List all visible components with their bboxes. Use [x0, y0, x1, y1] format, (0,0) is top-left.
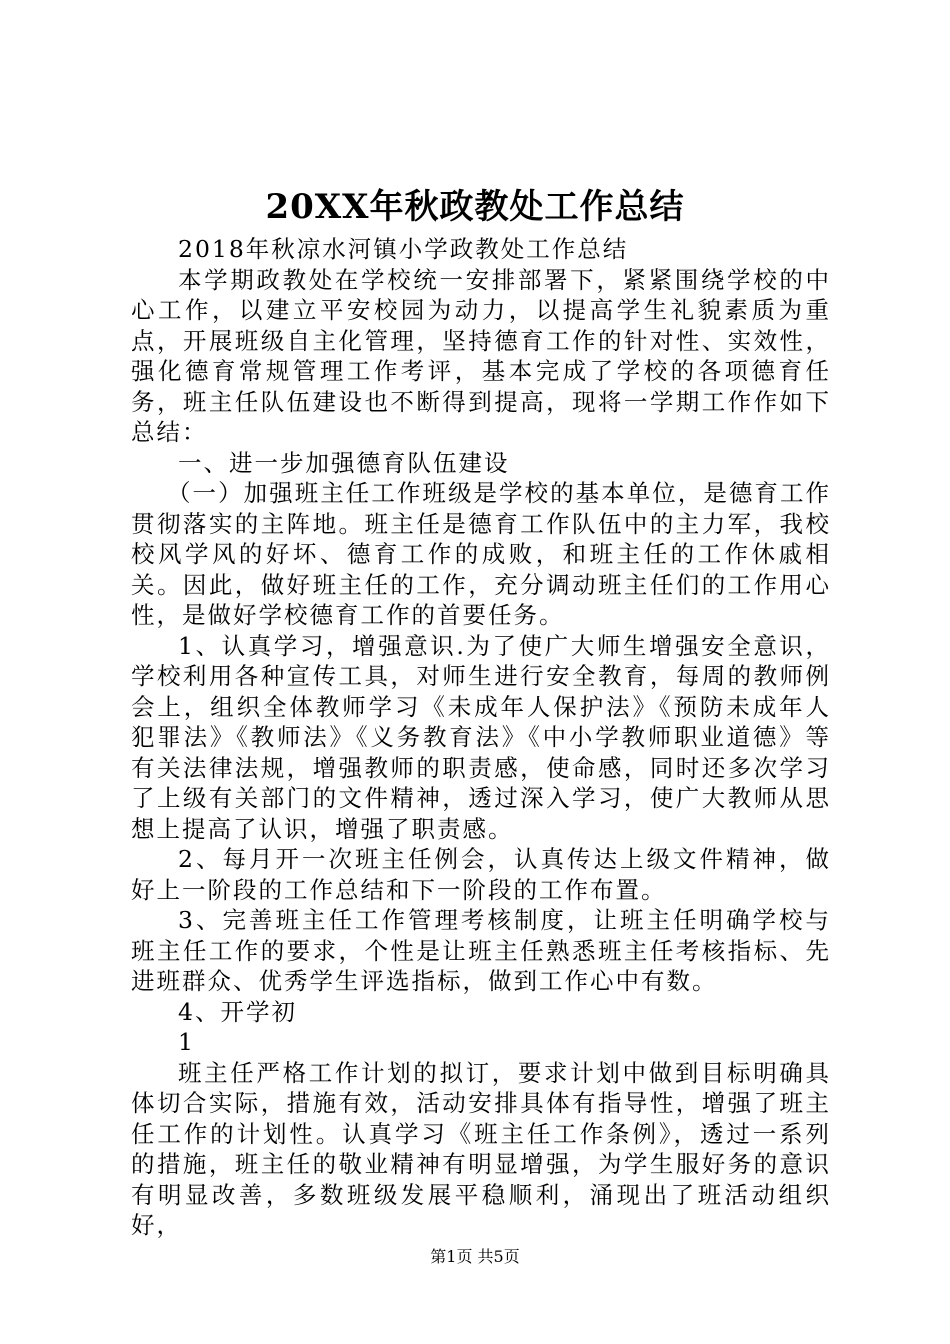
- page-footer: 第1页 共5页: [430, 1247, 520, 1266]
- document-body: [131, 234, 831, 1241]
- section-heading: 一、进一步加强德育队伍建设: [178, 448, 510, 477]
- item-paragraph-1: 1、认真学习，增强意识.为了使广大师生增强安全意识，学校利用各种宣传工具，对师生进行安全教育，每周的教师例会上，组织全体教师学习《未成年人保护法》《预防未成年人犯罪法》《教师法》《义务教育法》《中小学教师职业道德》等有关法律法规，增强教师的职责感，使命感，同时还多次学习了上级有关部门的文件精神，透过深入学习，使广大教师从思想上提高了认识，增强了职责感。: [131, 631, 831, 843]
- continuation-paragraph: 班主任严格工作计划的拟订，要求计划中做到目标明确具体切合实际，措施有效，活动安排具体有指导性，增强了班主任工作的计划性。认真学习《班主任工作条例》，透过一系列的措施，班主任的敬业精神有明显增强，为学生服好务的意识有明显改善，多数班级发展平稳顺利，涌现出了班活动组织好，: [131, 1058, 831, 1239]
- item-paragraph-4: 4、开学初: [178, 997, 297, 1026]
- subsection-paragraph: （一）加强班主任工作班级是学校的基本单位，是德育工作贯彻落实的主阵地。班主任是德育工作队伍中的主力军，我校校风学风的好坏、德育工作的成败，和班主任的工作休戚相关。因此，做好班主任的工作，充分调动班主任们的工作用心性，是做好学校德育工作的首要任务。: [131, 479, 831, 629]
- subtitle-paragraph: 2018年秋凉水河镇小学政教处工作总结: [178, 235, 629, 263]
- page-number-in-text: 1: [178, 1028, 195, 1056]
- document-title: 20XX年秋政教处工作总结: [265, 187, 685, 227]
- intro-paragraph: 本学期政教处在学校统一安排部署下，紧紧围绕学校的中心工作，以建立平安校园为动力，以提高学生礼貌素质为重点，开展班级自主化管理，坚持德育工作的针对性、实效性，强化德育常规管理工作考评，基本完成了学校的各项德育任务，班主任队伍建设也不断得到提高，现将一学期工作作如下总结：: [131, 265, 831, 446]
- item-paragraph-3: 3、完善班主任工作管理考核制度，让班主任明确学校与班主任工作的要求，个性是让班主任熟悉班主任考核指标、先进班群众、优秀学生评选指标，做到工作心中有数。: [131, 906, 831, 995]
- item-paragraph-2: 2、每月开一次班主任例会，认真传达上级文件精神，做好上一阶段的工作总结和下一阶段的工作布置。: [131, 845, 831, 904]
